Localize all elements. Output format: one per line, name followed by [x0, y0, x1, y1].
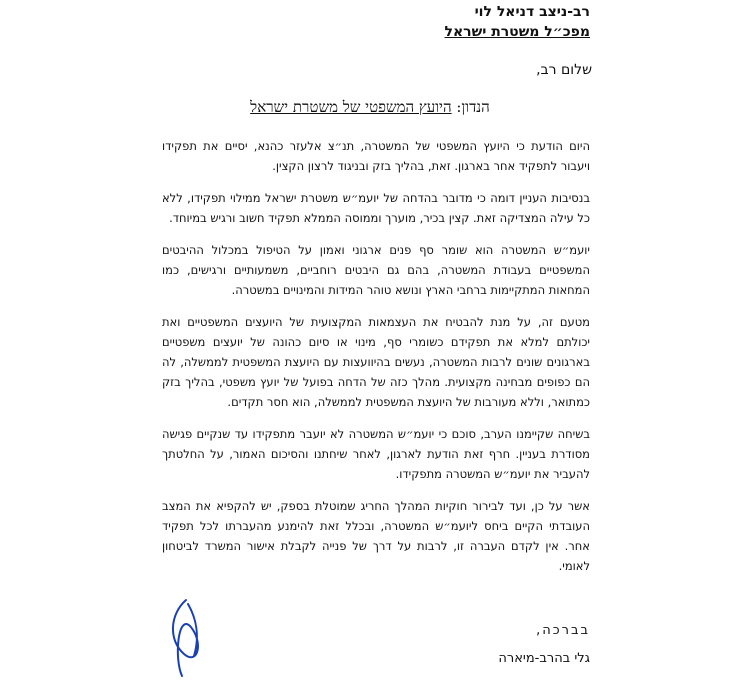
- subject-label: הנדון:: [451, 98, 490, 116]
- letter-body: [162, 136, 590, 588]
- signer-name: גלי בהרב-מיארה: [498, 651, 590, 666]
- body-paragraph: בנסיבות העניין דומה כי מדובר בהדחה של יועמ״ש משטרת ישראל ממילוי תפקידו, ללא כל עילה המצדיקה זאת. קצין בכיר, מוערך וממוסה הממלא תפקיד חשוב ורגיש במיוחד.: [162, 191, 590, 225]
- greeting: שלום רב,: [536, 62, 592, 78]
- body-paragraph: היום הודעת כי היועץ המשפטי של המשטרה, תנ״צ אלעזר כהנא, יסיים את תפקידו ויעבור לתפקיד אחר בארגון. זאת, בהליך בזק ובניגוד לרצון הקצין.: [162, 139, 590, 173]
- recipient-org: מפכ״ל משטרת ישראל: [444, 24, 590, 40]
- subject-line: [0, 98, 740, 117]
- body-paragraph: יועמ״ש המשטרה הוא שומר סף פנים ארגוני ואמון על הטיפול במכלול ההיבטים המשפטיים בעבודת המשטרה, בהם גם היבטים רוחביים, משמעותיים ורגישים, כמו המחאות המתקיימות ברחבי הארץ ונושא טוהר המידות והמינויים במשטרה.: [162, 243, 590, 297]
- recipient-block: [444, 2, 590, 42]
- signoff-block: [498, 620, 590, 670]
- closing-text: בברכה,: [536, 623, 590, 638]
- body-paragraph: אשר על כן, ועד לבירור חוקיות המהלך החריג שמוטלת בספק, יש להקפיא את המצב העובדתי הקיים ביחס ליועמ״ש המשטרה, ובכלל זאת להימנע מהעברתו לכל תפקיד אחר. אין לקדם העברה זו, לרבות על דרך של פנייה לקבלת אישור המשרד לביטחון לאומי.: [162, 499, 590, 573]
- body-paragraph: בשיחה שקיימנו הערב, סוכם כי יועמ״ש המשטרה לא יועבר מתפקידו עד שנקיים פגישה מסודרת בעניין. חרף זאת הודעת לארגון, לאחר שיחתנו והסיכום האמור, על החלטתך להעביר את יועמ״ש המשטרה מתפקידו.: [162, 427, 590, 481]
- body-paragraph: מטעם זה, על מנת להבטיח את העצמאות המקצועית של היועצים המשפטיים ואת יכולתם למלא את תפקידם כשומרי סף, מינוי או סיום כהונה של יועצים משפטיים בארגונים שונים לרבות המשטרה, נעשים בהיוועצות עם היועצת המשפטית לממשלה, לה הם כפופים מבחינה מקצועית. מהלך כזה של הדחה בפועל של יועץ משפטי, בהליך בזק כמתואר, וללא מעורבות של היועצת המשפטית לממשלה, הוא חסר תקדים.: [162, 315, 590, 409]
- recipient-title: רב-ניצב דניאל לוי: [474, 4, 590, 20]
- subject-text: היועץ המשפטי של משטרת ישראל: [250, 98, 452, 116]
- handwritten-signature: [164, 596, 210, 680]
